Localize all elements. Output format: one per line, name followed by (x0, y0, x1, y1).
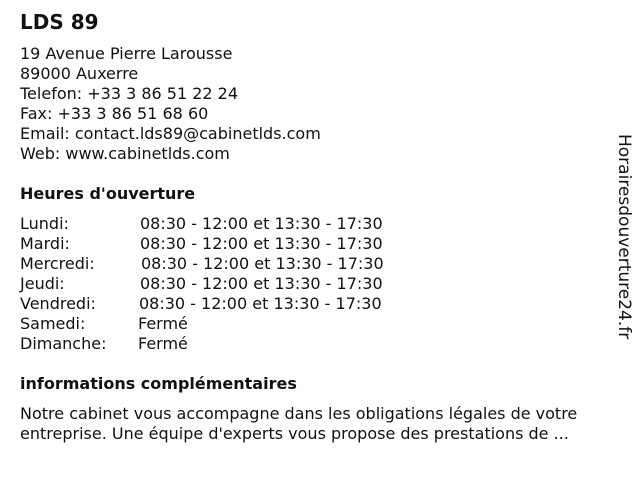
city-postcode: 89000 Auxerre (20, 64, 139, 83)
info-line: Notre cabinet vous accompagne dans les obligations légales de votre (20, 404, 578, 423)
hours-row-monday (20, 214, 440, 234)
day-hours: 08:30 - 12:00 et 13:30 - 17:30 (140, 234, 383, 253)
day-label: Samedi: (20, 314, 86, 333)
info-line: entreprise. Une équipe d'experts vous propose des prestations de ... (20, 424, 569, 443)
day-label: Jeudi: (20, 274, 65, 293)
additional-info-heading: informations complémentaires (20, 374, 297, 393)
day-label: Mardi: (20, 234, 70, 253)
hours-row-thursday (20, 274, 440, 294)
day-hours: 08:30 - 12:00 et 13:30 - 17:30 (140, 274, 383, 293)
day-hours: 08:30 - 12:00 et 13:30 - 17:30 (141, 254, 384, 273)
day-hours: Fermé (138, 314, 188, 333)
day-hours: Fermé (138, 334, 188, 353)
day-label: Lundi: (20, 214, 69, 233)
additional-info-text (20, 404, 625, 444)
contact-block (20, 44, 321, 164)
hours-row-saturday (20, 314, 440, 334)
fax-number: Fax: +33 3 86 51 68 60 (20, 104, 209, 123)
day-label: Mercredi: (20, 254, 95, 273)
business-name: LDS 89 (20, 10, 99, 34)
opening-hours-heading: Heures d'ouverture (20, 184, 196, 203)
hours-row-friday (20, 294, 440, 314)
hours-row-sunday (20, 334, 440, 354)
day-hours: 08:30 - 12:00 et 13:30 - 17:30 (139, 294, 382, 313)
day-hours: 08:30 - 12:00 et 13:30 - 17:30 (140, 214, 383, 233)
opening-hours-table (20, 214, 440, 354)
phone-number: Telefon: +33 3 86 51 22 24 (20, 84, 239, 103)
day-label: Vendredi: (20, 294, 96, 313)
site-watermark-label: Horairesdouverture24.fr (614, 134, 634, 340)
website-address: Web: www.cabinetlds.com (20, 144, 230, 163)
hours-row-wednesday (20, 254, 440, 274)
street-address: 19 Avenue Pierre Larousse (20, 44, 233, 63)
day-label: Dimanche: (20, 334, 107, 353)
hours-row-tuesday (20, 234, 440, 254)
email-address: Email: contact.lds89@cabinetlds.com (20, 124, 321, 143)
